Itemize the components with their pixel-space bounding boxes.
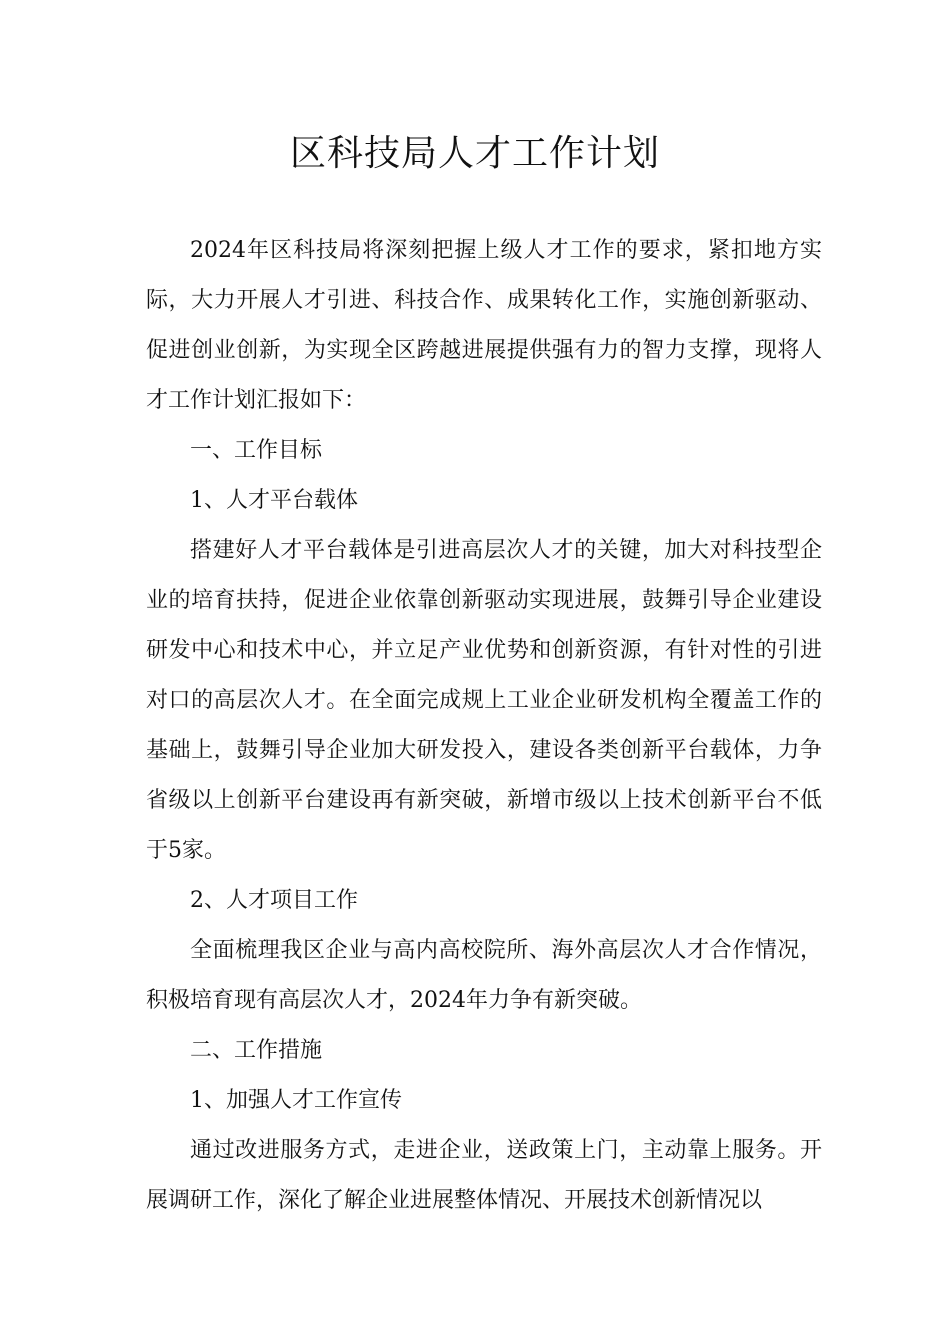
section-heading-measures: 二、工作措施 — [190, 1038, 323, 1063]
projects-paragraph: 全面梳理我区企业与高内高校院所、海外高层次人才合作情况，积极培育现有高层次人才，2024年力争有新突破。 — [146, 938, 822, 1013]
document-title: 区科技局人才工作计划 — [289, 133, 660, 174]
platform-paragraph: 搭建好人才平台载体是引进高层次人才的关键，加大对科技型企业的培育扶持，促进企业依靠创新驱动实现进展，鼓舞引导企业建设研发中心和技术中心，并立足产业优势和创新资源，有针对性的引进对口的高层次人才。在全面完成规上工业企业研发机构全覆盖工作的基础上，鼓舞引导企业加大研发投入，建设各类创新平台载体，力争省级以上创新平台建设再有新突破，新增市级以上技术创新平台不低于5家。 — [146, 538, 822, 863]
intro-paragraph: 2024年区科技局将深刻把握上级人才工作的要求，紧扣地方实际，大力开展人才引进、科技合作、成果转化工作，实施创新驱动、促进创业创新，为实现全区跨越进展提供强有力的智力支撑，现将人才工作计划汇报如下： — [146, 238, 822, 413]
subheading-publicity: 1、加强人才工作宣传 — [190, 1088, 402, 1113]
subheading-platform: 1、人才平台载体 — [190, 488, 358, 513]
subheading-projects: 2、人才项目工作 — [190, 888, 358, 913]
publicity-paragraph: 通过改进服务方式，走进企业，送政策上门，主动靠上服务。开展调研工作，深化了解企业进展整体情况、开展技术创新情况以 — [146, 1138, 822, 1213]
section-heading-goals: 一、工作目标 — [190, 438, 323, 463]
document-body — [146, 226, 822, 1226]
